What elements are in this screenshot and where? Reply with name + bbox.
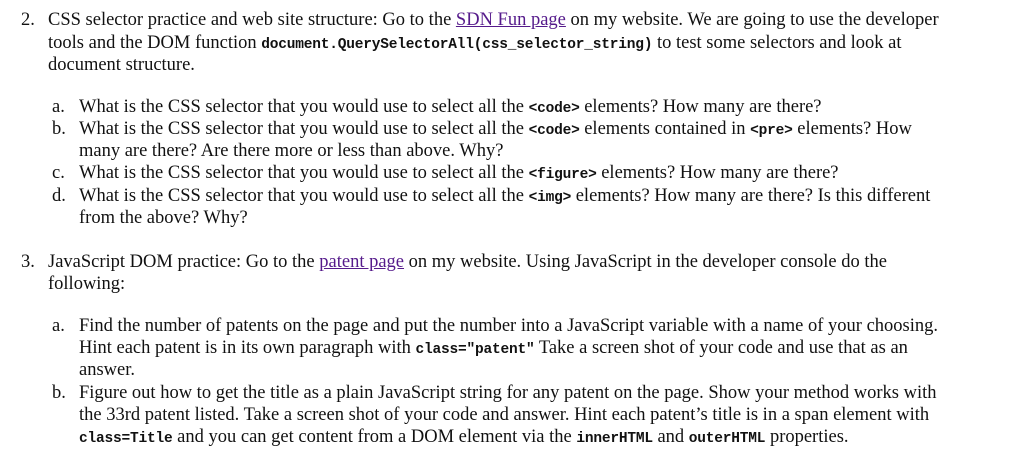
question-2-text: on my website. We are going to use the developer [565, 10, 939, 30]
question-2-text: tools and the DOM function [48, 33, 262, 53]
item-text: Hint each patent is in its own paragraph with [79, 338, 416, 358]
item-text: What is the CSS selector that you would use to select all the [79, 186, 529, 206]
item-2c [79, 162, 839, 186]
question-3-line-2: following: [48, 274, 126, 294]
item-2b-line-1 [79, 118, 912, 142]
item-2d-letter: d. [52, 186, 66, 206]
item-3a-letter: a. [52, 316, 65, 336]
item-3a-line-3: answer. [79, 360, 135, 380]
question-2-line-1 [48, 9, 939, 31]
item-3b-line-2: the 33rd patent listed. Take a screen shot of your code and answer. Hint each patent’s title is in a span element with [79, 405, 930, 425]
inline-code: <img> [528, 190, 572, 206]
item-2a [79, 96, 822, 120]
item-text: elements? How many are there? [579, 97, 822, 117]
item-text: properties. [765, 427, 849, 447]
item-2d-line-2: from the above? Why? [79, 208, 248, 228]
question-2-line-3: document structure. [48, 55, 195, 75]
item-text: elements? How many are there? [596, 163, 839, 183]
item-2c-letter: c. [52, 163, 65, 183]
item-3b-line-1: Figure out how to get the title as a plain JavaScript string for any patent on the page. Show your method works with [79, 383, 937, 403]
item-3a-line-2 [79, 337, 908, 361]
sdn-fun-page-link[interactable]: SDN Fun page [455, 10, 566, 30]
question-2-text: to test some selectors and look at [652, 33, 902, 53]
query-selector-code: document.QuerySelectorAll(css_selector_string) [261, 37, 653, 53]
item-text: and you can get content from a DOM element via the [172, 427, 577, 447]
item-text: What is the CSS selector that you would use to select all the [79, 163, 529, 183]
question-3-line-1 [48, 251, 887, 273]
item-text: elements? How many are there? Is this different [571, 186, 931, 206]
item-text: What is the CSS selector that you would use to select all the [79, 97, 529, 117]
question-3-number: 3. [21, 252, 35, 272]
inline-code: <code> [528, 123, 580, 139]
item-2b-letter: b. [52, 119, 66, 139]
inline-code: outerHTML [688, 431, 766, 447]
item-text: elements contained in [579, 119, 751, 139]
question-3-text: on my website. Using JavaScript in the developer console do the [404, 252, 887, 272]
item-2a-letter: a. [52, 97, 65, 117]
item-2d-line-1 [79, 185, 930, 209]
inline-code: class=Title [79, 431, 173, 447]
inline-code: <code> [528, 101, 580, 117]
inline-code: <figure> [528, 167, 597, 183]
inline-code: <pre> [750, 123, 793, 139]
question-2-number: 2. [21, 10, 35, 30]
item-text: elements? How [792, 119, 912, 139]
inline-code: class="patent" [415, 342, 535, 358]
item-text: Take a screen shot of your code and use that as an [534, 338, 908, 358]
item-text: What is the CSS selector that you would use to select all the [79, 119, 529, 139]
question-2-text: CSS selector practice and web site structure: Go to the [48, 10, 456, 30]
patent-page-link[interactable]: patent page [319, 252, 405, 272]
item-text: and [652, 427, 689, 447]
item-3b-line-3 [79, 426, 849, 450]
item-3b-letter: b. [52, 383, 66, 403]
item-3a-line-1: Find the number of patents on the page and put the number into a JavaScript variable with a name of your choosing. [79, 316, 939, 336]
question-2-line-2 [48, 32, 902, 56]
inline-code: innerHTML [576, 431, 653, 447]
item-2b-line-2: many are there? Are there more or less than above. Why? [79, 141, 504, 161]
question-3-text: JavaScript DOM practice: Go to the [48, 252, 320, 272]
